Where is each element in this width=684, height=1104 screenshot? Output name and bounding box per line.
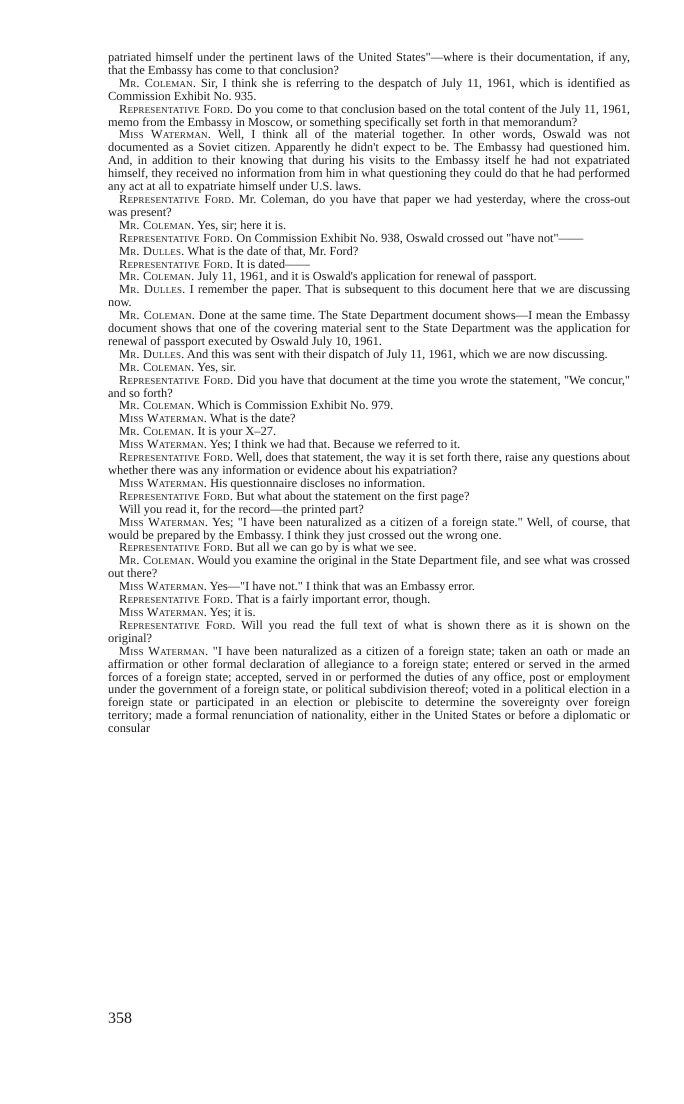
speaker-name: Miss Waterman.: [119, 604, 207, 619]
speaker-name: Representative Ford.: [119, 540, 234, 555]
speaker-name: Mr. Coleman.: [119, 553, 195, 568]
speaker-name: Representative Ford.: [119, 372, 234, 387]
speaker-name: Miss Waterman.: [119, 475, 207, 490]
speaker-name: Representative Ford.: [119, 617, 236, 632]
speaker-name: Miss Waterman.: [119, 127, 212, 142]
paragraph-text: What is the date of that, Mr. Ford?: [187, 243, 359, 258]
paragraph-text: Do you come to that conclusion based on the total content of the July 11, 1961, memo from the Embassy in Moscow, or something specifically set forth in that memorandum?: [108, 101, 630, 129]
transcript-paragraph: [108, 374, 630, 400]
speaker-name: Representative Ford.: [119, 230, 234, 245]
speaker-name: Mr. Coleman.: [119, 424, 195, 439]
speaker-name: Mr. Dulles.: [119, 243, 185, 258]
speaker-name: Miss Waterman.: [119, 437, 207, 452]
speaker-name: Mr. Coleman.: [119, 269, 195, 284]
speaker-name: Representative Ford.: [119, 450, 234, 465]
transcript-paragraph: [108, 309, 630, 348]
speaker-name: Representative Ford.: [119, 592, 234, 607]
paragraph-text: Yes, sir; here it is.: [197, 217, 287, 232]
speaker-name: Miss Waterman.: [119, 411, 207, 426]
paragraph-text: Yes; it is.: [209, 604, 256, 619]
paragraph-text: Which is Commission Exhibit No. 979.: [197, 398, 394, 413]
paragraph-text: Sir, I think she is referring to the despatch of July 11, 1961, which is identified as Commission Exhibit No. 935.: [108, 75, 630, 103]
paragraph-text: July 11, 1961, and it is Oswald's application for renewal of passport.: [197, 269, 537, 284]
transcript-paragraph: [108, 193, 630, 219]
speaker-name: Mr. Coleman.: [119, 75, 197, 90]
transcript-paragraph: [108, 283, 630, 309]
paragraph-text: Done at the same time. The State Department document shows—I mean the Embassy document shows that one of the covering material sent to the State Department was the application for renewal of passport executed by Oswald July 10, 1961.: [108, 308, 630, 348]
speaker-name: Miss Waterman.: [119, 643, 209, 658]
speaker-name: Mr. Coleman.: [119, 359, 195, 374]
paragraph-text: Yes; I think we had that. Because we referred to it.: [209, 437, 461, 452]
speaker-name: Mr. Dulles.: [119, 346, 185, 361]
paragraph-text: His questionnaire discloses no information.: [210, 475, 426, 490]
speaker-name: Representative Ford.: [119, 256, 234, 271]
paragraph-text: Well, I think all of the material together. In other words, Oswald was not documented as a Soviet citizen. Apparently he didn't expect to be. The Embassy had questioned him. And, in addition to their knowing that during his visits to the Embassy itself he had not expatriated himself, they received no information from him in what questioning they could do that he had performed any act at all to expatriate himself under U.S. laws.: [108, 127, 631, 194]
paragraph-text: I remember the paper. That is subsequent to this document here that we are discussing now.: [108, 282, 630, 310]
page-number: 358: [108, 1010, 132, 1027]
document-body: [108, 51, 630, 735]
transcript-paragraph: [108, 645, 630, 735]
speaker-name: Representative Ford.: [119, 101, 234, 116]
paragraph-text: Mr. Coleman, do you have that paper we had yesterday, where the cross-out was present?: [108, 191, 630, 219]
transcript-paragraph: [108, 103, 630, 129]
transcript-paragraph: [108, 77, 630, 103]
speaker-name: Mr. Dulles.: [119, 282, 186, 297]
transcript-paragraph: [108, 128, 630, 193]
paragraph-text: Well, does that statement, the way it is set forth there, raise any questions about whether there was any information or evidence about his expatriation?: [108, 450, 631, 477]
paragraph-text: What is the date?: [209, 411, 296, 426]
transcript-paragraph: [108, 232, 630, 245]
paragraph-text: And this was sent with their dispatch of July 11, 1961, which we are now discussing.: [186, 346, 608, 361]
transcript-paragraph: [108, 51, 630, 77]
transcript-paragraph: [108, 619, 630, 645]
paragraph-text: Would you examine the original in the State Department file, and see what was crossed out there?: [108, 553, 631, 581]
paragraph-text: That is a fairly important error, though.: [236, 592, 431, 607]
paragraph-text: Yes—"I have not." I think that was an Embassy error.: [209, 579, 475, 594]
speaker-name: Mr. Coleman.: [119, 217, 195, 232]
speaker-name: Mr. Coleman.: [119, 398, 195, 413]
paragraph-text: It is dated——: [236, 256, 310, 271]
paragraph-text: But all we can go by is what we see.: [236, 540, 417, 555]
speaker-name: Representative Ford.: [119, 191, 235, 206]
paragraph-text: patriated himself under the pertinent laws of the United States"—where is their documentation, if any, that the Embassy has come to that conclusion?: [108, 50, 630, 77]
paragraph-text: But what about the statement on the first page?: [236, 488, 470, 503]
paragraph-text: Will you read the full text of what is shown there as it is shown on the original?: [108, 617, 630, 645]
speaker-name: Miss Waterman.: [119, 579, 207, 594]
transcript-paragraph: [108, 451, 630, 477]
paragraph-text: On Commission Exhibit No. 938, Oswald crossed out "have not"——: [236, 230, 584, 245]
paragraph-text: "I have been naturalized as a citizen of a foreign state; taken an oath or made an affirmation or other formal declaration of allegiance to a foreign state; entered or served in the armed forces of a foreign state; accepted, served in or performed the duties of any office, post or employment under the government of a foreign state, or political subdivision thereof; voted in a political election in a foreign state or participated in an election or plebiscite to determine the sovereignty over foreign territory; made a formal renunciation of nationality, either in the United States or before a diplomatic or consular: [108, 643, 630, 736]
paragraph-text: Yes; "I have been naturalized as a citizen of a foreign state." Well, of course, that would be prepared by the Embassy. I think they just crossed out the wrong one.: [108, 514, 631, 542]
speaker-name: Mr. Coleman.: [119, 308, 196, 323]
speaker-name: Representative Ford.: [119, 488, 234, 503]
paragraph-text: It is your X–27.: [197, 424, 277, 439]
speaker-name: Miss Waterman.: [119, 514, 209, 529]
paragraph-text: Yes, sir.: [197, 359, 237, 374]
paragraph-text: Will you read it, for the record—the printed part?: [119, 501, 364, 516]
paragraph-text: Did you have that document at the time you wrote the statement, "We concur," and so forth?: [108, 372, 630, 400]
transcript-paragraph: [108, 554, 630, 580]
transcript-paragraph: [108, 516, 630, 542]
